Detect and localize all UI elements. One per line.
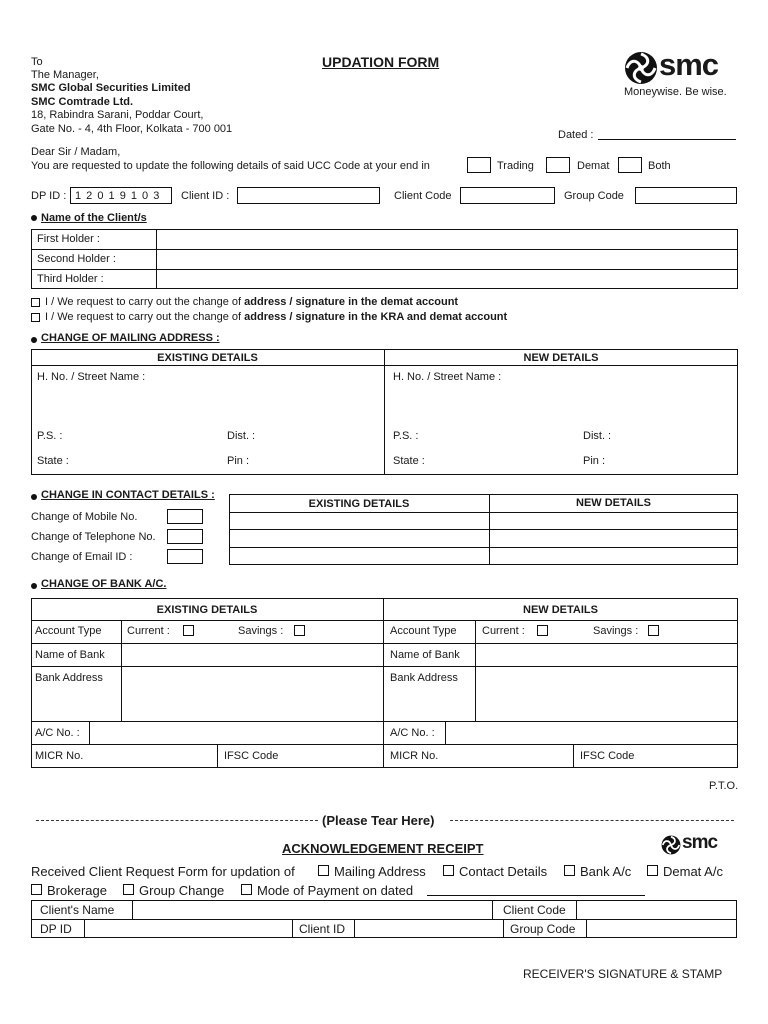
clients-name-label: Client's Name — [40, 903, 115, 917]
receipt-group-code-input[interactable] — [588, 921, 735, 937]
receipt-client-id-input[interactable] — [356, 921, 501, 937]
tear-label: (Please Tear Here) — [322, 813, 435, 828]
company-name-1: SMC Global Securities Limited — [31, 82, 191, 94]
bank-new-header: NEW DETAILS — [523, 604, 598, 616]
contact-heading: CHANGE IN CONTACT DETAILS : — [41, 489, 215, 501]
bank-ac-checkbox[interactable] — [564, 865, 575, 876]
new-street-label: H. No. / Street Name : — [393, 371, 502, 383]
payment-mode-checkbox[interactable] — [241, 884, 252, 895]
contact-new-header: NEW DETAILS — [576, 497, 651, 509]
group-change-checkbox[interactable] — [123, 884, 134, 895]
second-holder-label: Second Holder : — [37, 253, 116, 265]
demat-checkbox[interactable] — [546, 157, 570, 173]
request-prefix: I / We request to carry out the change of — [45, 296, 242, 308]
form-title: UPDATION FORM — [322, 54, 440, 70]
demat-label: Demat — [577, 160, 610, 172]
dpid-value: 1 2 0 1 9 1 0 3 — [75, 190, 161, 202]
new-state-label: State : — [393, 455, 425, 467]
contact-details-checkbox[interactable] — [443, 865, 454, 876]
tear-line-left — [36, 820, 318, 821]
new-bank-address-label: Bank Address — [390, 672, 458, 684]
pto-label: P.T.O. — [709, 780, 739, 792]
new-current-checkbox[interactable] — [537, 625, 548, 636]
to-label: To — [31, 56, 43, 68]
new-account-type-label: Account Type — [390, 625, 457, 637]
both-label: Both — [648, 160, 671, 172]
company-name-2: SMC Comtrade Ltd. — [31, 96, 134, 108]
existing-street-label: H. No. / Street Name : — [37, 371, 146, 383]
first-holder-label: First Holder : — [37, 233, 100, 245]
dated-input[interactable] — [598, 139, 736, 140]
new-micr-label: MICR No. — [390, 750, 439, 762]
clientcode-input[interactable] — [460, 187, 555, 204]
request-line-1-bold: address / signature in the demat account — [244, 296, 459, 308]
request-text: You are requested to update the following details of said UCC Code at your end in — [31, 160, 430, 172]
group-change-label: Group Change — [139, 883, 225, 898]
demat-address-change-checkbox[interactable] — [31, 298, 40, 307]
dpid-input[interactable] — [70, 187, 172, 204]
salutation: Dear Sir / Madam, — [31, 146, 121, 158]
contact-details-label: Contact Details — [459, 864, 548, 879]
new-savings-label: Savings : — [593, 625, 639, 637]
request-prefix: I / We request to carry out the change of — [45, 311, 242, 323]
mailing-address-checkbox[interactable] — [318, 865, 329, 876]
receiver-signature-label: RECEIVER'S SIGNATURE & STAMP — [523, 967, 723, 981]
kra-address-change-checkbox[interactable] — [31, 313, 40, 322]
mailing-new-header: NEW DETAILS — [523, 352, 599, 364]
clients-name-input[interactable] — [134, 902, 490, 918]
address-line-1: 18, Rabindra Sarani, Poddar Court, — [31, 109, 204, 121]
clients-heading: Name of the Client/s — [41, 212, 147, 224]
demat-ac-label: Demat A/c — [663, 864, 723, 879]
mobile-checkbox[interactable] — [167, 509, 203, 524]
new-dist-label: Dist. : — [583, 430, 612, 442]
bank-existing-header: EXISTING DETAILS — [156, 604, 258, 616]
mailing-existing-header: EXISTING DETAILS — [157, 352, 258, 364]
new-current-label: Current : — [482, 625, 525, 637]
new-acno-label: A/C No. : — [390, 727, 435, 739]
clientcode-label: Client Code — [394, 190, 452, 202]
existing-pin-label: Pin : — [227, 455, 250, 467]
existing-state-label: State : — [37, 455, 69, 467]
existing-savings-checkbox[interactable] — [294, 625, 305, 636]
brokerage-label: Brokerage — [47, 883, 107, 898]
mailing-heading: CHANGE OF MAILING ADDRESS : — [41, 332, 220, 344]
receipt-client-code-input[interactable] — [578, 902, 735, 918]
existing-micr-label: MICR No. — [35, 750, 84, 762]
mailing-address-label: Mailing Address — [334, 864, 426, 879]
logo-brand-text: smc — [659, 47, 719, 82]
bank-table — [31, 598, 738, 768]
receipt-title: ACKNOWLEDGEMENT RECEIPT — [282, 841, 484, 856]
receipt-logo-brand-text: smc — [682, 832, 718, 853]
new-bank-name-label: Name of Bank — [390, 649, 460, 661]
email-label: Change of Email ID : — [31, 551, 133, 563]
payment-mode-label: Mode of Payment on dated — [257, 883, 414, 898]
existing-bank-address-label: Bank Address — [35, 672, 103, 684]
existing-ifsc-label: IFSC Code — [224, 750, 279, 762]
existing-bank-name-label: Name of Bank — [35, 649, 105, 661]
smc-swirl-icon — [624, 51, 658, 85]
payment-date-input[interactable] — [427, 895, 645, 896]
trading-checkbox[interactable] — [467, 157, 491, 173]
new-pin-label: Pin : — [583, 455, 606, 467]
existing-dist-label: Dist. : — [227, 430, 256, 442]
request-line-1 — [45, 296, 458, 309]
logo-tagline: Moneywise. Be wise. — [624, 86, 727, 98]
telephone-checkbox[interactable] — [167, 529, 203, 544]
bullet-icon — [31, 215, 37, 221]
both-checkbox[interactable] — [618, 157, 642, 173]
manager-label: The Manager, — [31, 69, 99, 81]
receipt-dpid-input[interactable] — [86, 921, 290, 937]
existing-current-checkbox[interactable] — [183, 625, 194, 636]
first-holder-input[interactable] — [158, 231, 736, 248]
telephone-label: Change of Telephone No. — [31, 531, 156, 543]
new-ps-label: P.S. : — [393, 430, 419, 442]
received-text: Received Client Request Form for updation of — [31, 864, 295, 879]
receipt-client-id-label: Client ID — [299, 922, 346, 936]
dpid-label: DP ID : — [31, 190, 67, 202]
smc-swirl-icon — [661, 835, 681, 855]
existing-account-type-label: Account Type — [35, 625, 102, 637]
dated-label: Dated : — [558, 129, 594, 141]
new-ifsc-label: IFSC Code — [580, 750, 635, 762]
contact-existing-header: EXISTING DETAILS — [308, 498, 410, 510]
trading-label: Trading — [497, 160, 534, 172]
third-holder-input[interactable] — [158, 271, 736, 288]
clientid-input[interactable] — [237, 187, 380, 204]
existing-savings-label: Savings : — [238, 625, 284, 637]
existing-acno-label: A/C No. : — [35, 727, 80, 739]
groupcode-input[interactable] — [635, 187, 737, 204]
existing-ps-label: P.S. : — [37, 430, 63, 442]
receipt-client-code-label: Client Code — [503, 903, 566, 917]
bank-heading: CHANGE OF BANK A/C. — [41, 578, 167, 590]
bullet-icon — [31, 494, 37, 500]
second-holder-input[interactable] — [158, 251, 736, 268]
receipt-group-code-label: Group Code — [510, 922, 576, 936]
request-line-2 — [45, 311, 507, 324]
mobile-label: Change of Mobile No. — [31, 511, 138, 523]
clientid-label: Client ID : — [181, 190, 230, 202]
demat-ac-checkbox[interactable] — [647, 865, 658, 876]
bank-ac-label: Bank A/c — [580, 864, 632, 879]
new-savings-checkbox[interactable] — [648, 625, 659, 636]
groupcode-label: Group Code — [564, 190, 624, 202]
third-holder-label: Third Holder : — [37, 273, 104, 285]
receipt-dpid-label: DP ID — [40, 922, 72, 936]
smc-logo — [622, 47, 738, 100]
address-line-2: Gate No. - 4, 4th Floor, Kolkata - 700 001 — [31, 123, 233, 135]
tear-line-right — [450, 820, 734, 821]
existing-current-label: Current : — [127, 625, 170, 637]
bullet-icon — [31, 337, 37, 343]
email-checkbox[interactable] — [167, 549, 203, 564]
request-line-2-bold: address / signature in the KRA and demat account — [244, 311, 508, 323]
bullet-icon — [31, 583, 37, 589]
receipt-smc-logo — [661, 834, 731, 856]
brokerage-checkbox[interactable] — [31, 884, 42, 895]
